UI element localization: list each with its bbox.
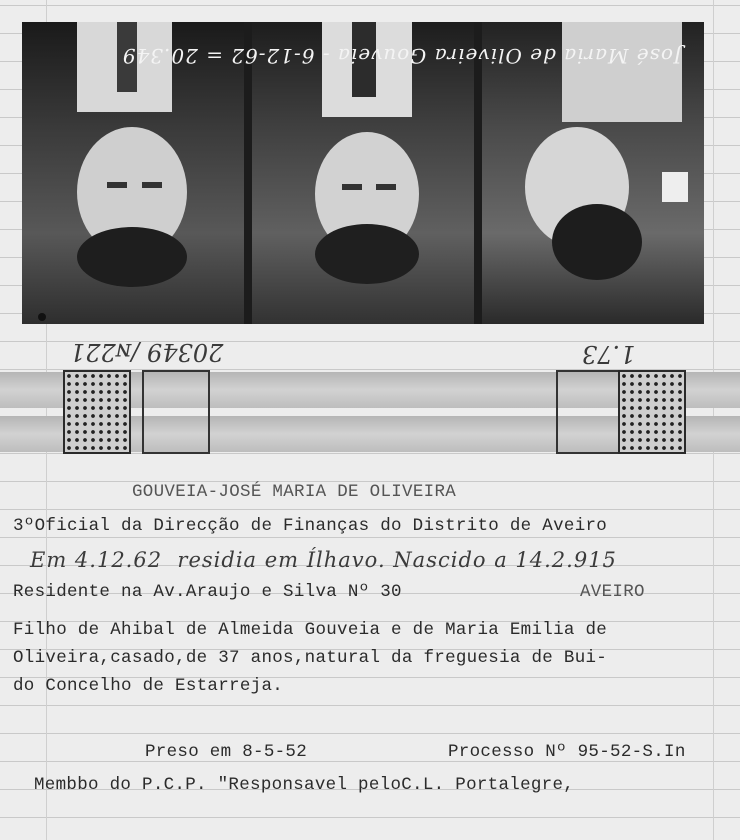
handwritten-note: Em 4.12.62 residia em Ílhavo. Nascido a 14.2.915 [30, 548, 617, 572]
parents-line-1: Filho de Ahibal de Almeida Gouveia e de Maria Emilia de [13, 620, 608, 640]
parents-line-3: do Concelho de Estarreja. [13, 676, 284, 696]
parents-line-2: Oliveira,casado,de 37 anos,natural da freguesia de Bui- [13, 648, 608, 668]
punch-grid-left [63, 370, 131, 454]
process-line: Processo Nº 95-52-S.In [448, 742, 686, 762]
index-box-left [142, 370, 210, 454]
residence-city: AVEIRO [580, 582, 645, 602]
photo-caption: José Maria de Oliveira Gouveia - 6-12-62 = 20.349 [121, 44, 682, 68]
arrest-line: Preso em 8-5-52 [145, 742, 308, 762]
index-box-right [556, 370, 624, 454]
residence-line: Residente na Av.Araujo e Silva Nº 30 [13, 582, 402, 602]
punch-grid-right [618, 370, 686, 454]
member-line: Membbo do P.C.P. "Responsavel peloC.L. Portalegre, [34, 775, 575, 795]
index-handwritten-right: 1.73 [582, 340, 636, 368]
mugshot-photo-strip [22, 22, 704, 324]
index-handwritten-left: 20349 /ɴ221 [70, 338, 224, 366]
occupation-line: 3ºOficial da Direcção de Finanças do Distrito de Aveiro [13, 516, 608, 536]
name-line: GOUVEIA-JOSÉ MARIA DE OLIVEIRA [132, 482, 457, 502]
